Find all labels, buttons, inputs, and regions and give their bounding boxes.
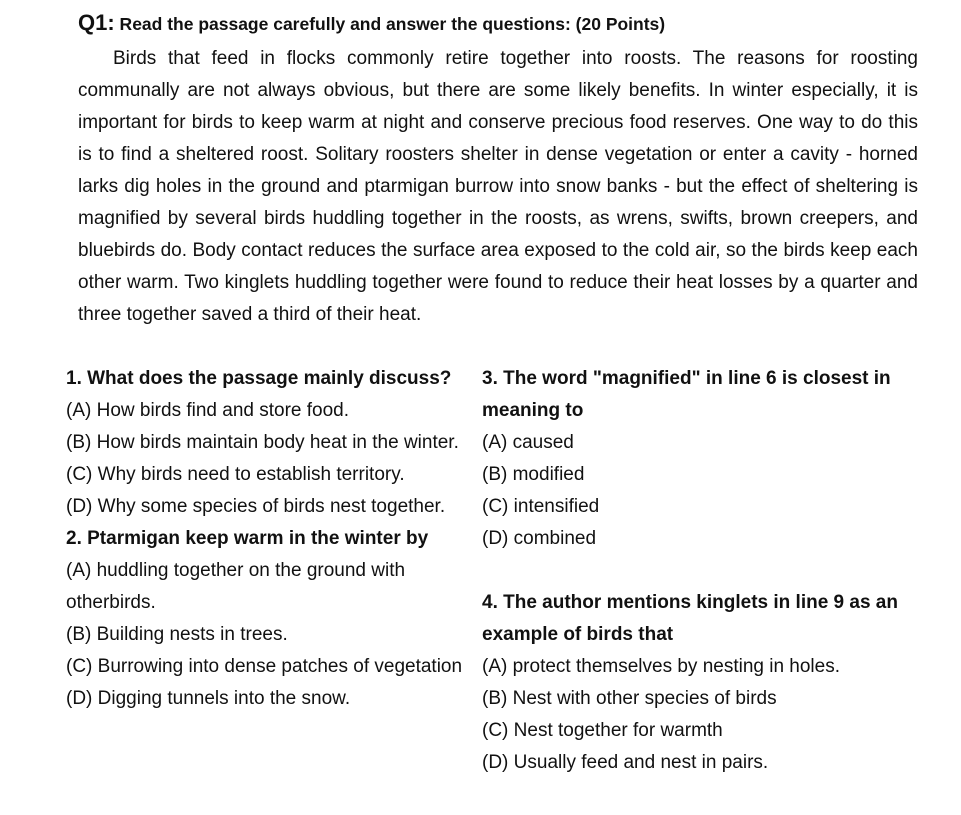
question-4-option-a: (A) protect themselves by nesting in holes. [482,656,841,677]
question-block-2 [66,523,471,715]
question-3-option-a: (A) caused [482,432,574,453]
question-4-option-d: (D) Usually feed and nest in pairs. [482,752,769,773]
question-4-option-c: (C) Nest together for warmth [482,720,723,741]
question-2-text: 2. Ptarmigan keep warm in the winter by [66,528,429,549]
question-1-option-d: (D) Why some species of birds nest together. [66,496,446,517]
question-3-text: 3. The word "magnified" in line 6 is closest in meaning to [482,368,891,421]
question-2-option-b: (B) Building nests in trees. [66,624,288,645]
question-2-option-d: (D) Digging tunnels into the snow. [66,688,351,709]
question-1-option-b: (B) How birds maintain body heat in the winter. [66,432,459,453]
question-block-1 [66,363,471,523]
question-2-option-a: (A) huddling together on the ground with otherbirds. [66,560,406,613]
question-3-option-b: (B) modified [482,464,585,485]
question-number: Q1: [78,10,115,35]
question-2-option-c: (C) Burrowing into dense patches of vegetation [66,656,463,677]
question-block-3 [482,363,927,555]
question-4-option-b: (B) Nest with other species of birds [482,688,777,709]
question-4-text: 4. The author mentions kinglets in line 9 as an example of birds that [482,592,898,645]
question-instruction: Read the passage carefully and answer the questions: (20 Points) [114,14,666,34]
reading-passage: Birds that feed in flocks commonly retire together into roosts. The reasons for roosting communally are not always obvious, but there are some likely benefits. In winter especially, it is important for birds to keep warm at night and conserve precious food reserves. One way to do this is to find a sheltered roost. Solitary roosters shelter in dense vegetation or enter a cavity - horned larks dig holes in the ground and ptarmigan burrow into snow banks - but the effect of sheltering is magnified by several birds huddling together in the roosts, as wrens, swifts, brown creepers, and bluebirds do. Body contact reduces the surface area exposed to the cold air, so the birds keep each other warm. Two kinglets huddling together were found to reduce their heat losses by a quarter and three together saved a third of their heat. [78,48,918,325]
question-1-option-c: (C) Why birds need to establish territory. [66,464,405,485]
questions-right-column [482,363,927,779]
question-title [78,10,665,36]
question-3-option-d: (D) combined [482,528,597,549]
question-1-option-a: (A) How birds find and store food. [66,400,350,421]
question-1-text: 1. What does the passage mainly discuss? [66,368,452,389]
questions-left-column [66,363,471,715]
question-3-option-c: (C) intensified [482,496,600,517]
question-block-4 [482,587,927,779]
